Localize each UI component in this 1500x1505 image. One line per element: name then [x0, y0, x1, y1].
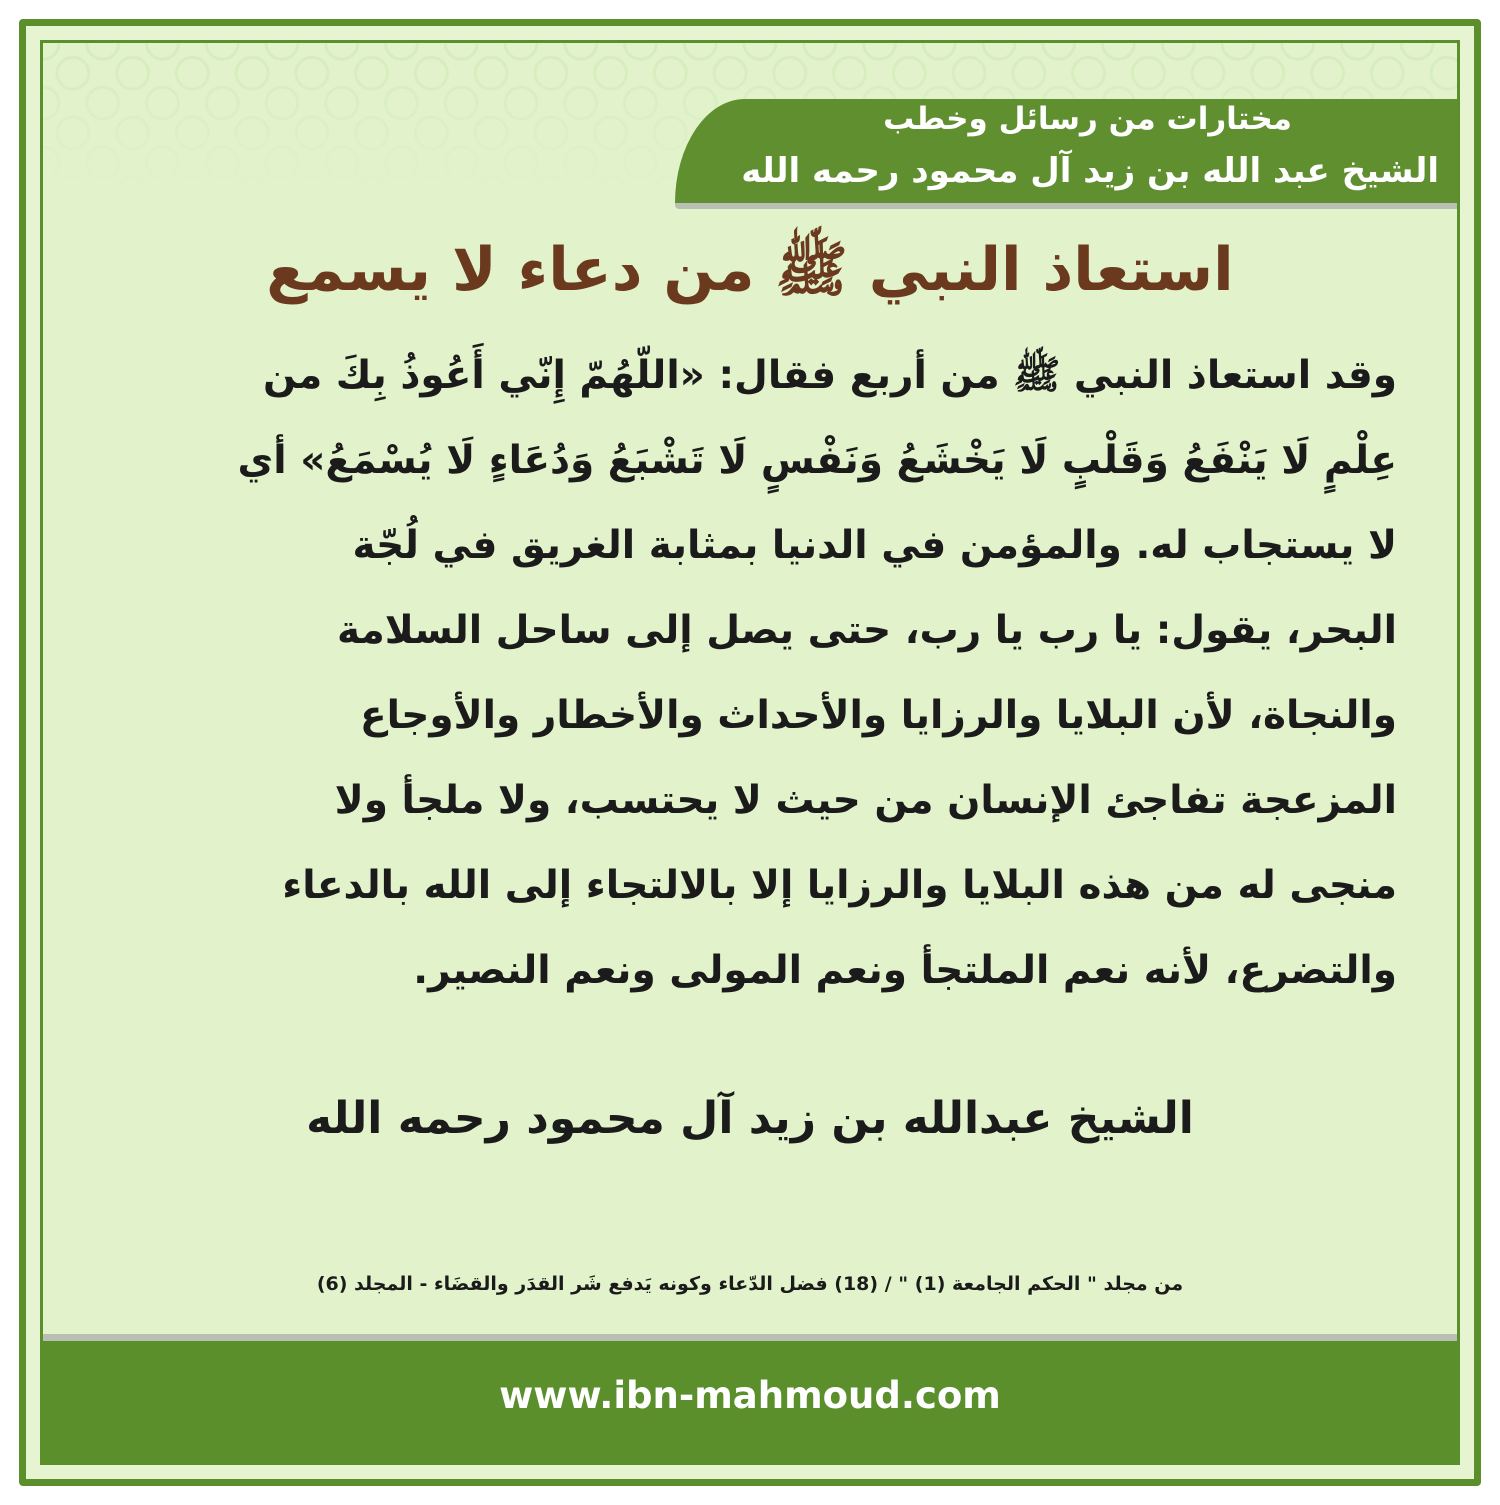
body-line: منجى له من هذه البلايا والرزايا إلا بالالتجاء إلى الله بالدعاء: [282, 863, 1397, 908]
body-line: والنجاة، لأن البلايا والرزايا والأحداث والأخطار والأوجاع: [360, 693, 1397, 738]
body-line: والتضرع، لأنه نعم الملتجأ ونعم المولى ونعم النصير.: [413, 948, 1397, 993]
body-line: وقد استعاذ النبي ﷺ من أربع فقال: «اللّهُمّ إِنّي أَعُوذُ بِكَ من: [262, 353, 1397, 398]
body-line: البحر، يقول: يا رب يا رب، حتى يصل إلى ساحل السلامة: [336, 608, 1397, 653]
website-link[interactable]: www.ibn-mahmoud.com: [499, 1374, 1001, 1417]
body-line: المزعجة تفاجئ الإنسان من حيث لا يحتسب، ولا ملجأ ولا: [334, 778, 1397, 823]
body-line: لا يستجاب له. والمؤمن في الدنيا بمثابة الغريق في لُجّة: [352, 523, 1397, 568]
card: [40, 40, 1460, 1465]
author-signature: الشيخ عبدالله بن زيد آل محمود رحمه الله: [306, 1093, 1194, 1144]
footer-divider: [43, 1334, 1457, 1341]
header-band: [675, 99, 1457, 203]
body-text: [132, 333, 1397, 1013]
footer-band: [43, 1341, 1457, 1462]
page-title: استعاذ النبي ﷺ من دعاء لا يسمع: [266, 235, 1234, 305]
body-line: عِلْمٍ لَا يَنْفَعُ وَقَلْبٍ لَا يَخْشَعُ وَنَفْسٍ لَا تَشْبَعُ وَدُعَاءٍ لَا يُسْمَعُ» أي: [237, 438, 1397, 483]
header-line-2: الشيخ عبد الله بن زيد آل محمود رحمه الله: [741, 151, 1439, 191]
header-line-1: مختارات من رسائل وخطب: [883, 101, 1292, 137]
source-citation: من مجلد " الحكم الجامعة (1) " / (18) فضل الدّعاء وكونه يَدفع شَر القدَر والقضَاء - المجلد (6): [316, 1273, 1184, 1295]
